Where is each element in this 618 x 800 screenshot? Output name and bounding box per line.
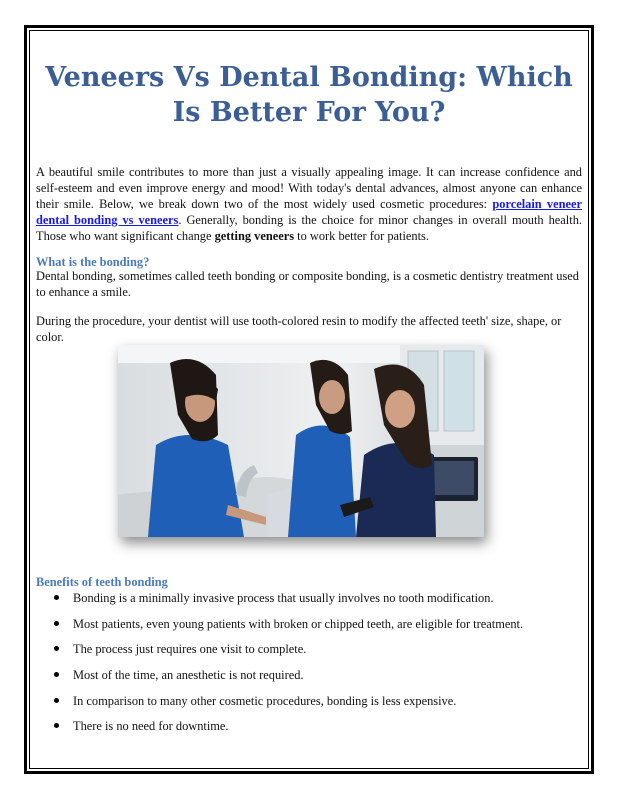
list-item xyxy=(52,616,572,642)
list-item-text: Most patients, even young patients with broken or chipped teeth, are eligible for treatment. xyxy=(73,616,524,631)
intro-paragraph xyxy=(36,164,582,244)
list-item-text: In comparison to many other cosmetic procedures, bonding is less expensive. xyxy=(73,693,457,708)
intro-text-2: . Generally, bonding is the choice for minor changes in overall mouth health. Those who want significant change xyxy=(36,213,582,243)
intro-bold-text: getting veneers xyxy=(214,229,295,243)
dental-photo xyxy=(118,345,484,537)
list-item xyxy=(52,667,572,693)
what-is-bonding-heading: What is the bonding? xyxy=(36,255,150,269)
veneer-bonding-link[interactable]: porcelain veneer dental bonding vs veneers xyxy=(36,197,583,227)
page-title: Veneers Vs Dental Bonding: Which Is Better For You? xyxy=(45,62,573,128)
list-item xyxy=(52,590,572,616)
intro-text-3: to work better for patients. xyxy=(294,229,429,243)
list-item-text: There is no need for downtime. xyxy=(73,719,229,734)
bullet-icon xyxy=(54,698,59,703)
list-item-text: The process just requires one visit to complete. xyxy=(73,642,307,657)
list-item-text: Most of the time, an anesthetic is not required. xyxy=(73,668,304,683)
list-item-text: Bonding is a minimally invasive process that usually involves no tooth modification. xyxy=(73,591,494,605)
benefits-heading: Benefits of teeth bonding xyxy=(36,575,168,589)
dental-photo-illustration xyxy=(118,345,484,537)
list-item xyxy=(52,641,572,667)
procedure-text: During the procedure, your dentist will use tooth-colored resin to modify the affected teeth' size, shape, or color. xyxy=(36,314,562,344)
what-is-bonding-text: Dental bonding, sometimes called teeth bonding or composite bonding, is a cosmetic dentistry treatment used to enhance a smile. xyxy=(36,269,580,299)
list-item xyxy=(52,718,572,744)
list-item xyxy=(52,693,572,719)
intro-text-1: A beautiful smile contributes to more than just a visually appealing image. It can increase confidence and self-esteem and even improve energy and mood! With today's dental advances, almost anyone can enhance their smile. Below, we break down two of the most widely used cosmetic procedures: xyxy=(36,165,582,211)
bullet-icon xyxy=(54,723,59,728)
bullet-icon xyxy=(54,672,59,677)
benefits-list xyxy=(52,590,572,744)
bullet-icon xyxy=(54,621,59,626)
bullet-icon xyxy=(54,646,59,651)
bullet-icon xyxy=(54,595,59,600)
